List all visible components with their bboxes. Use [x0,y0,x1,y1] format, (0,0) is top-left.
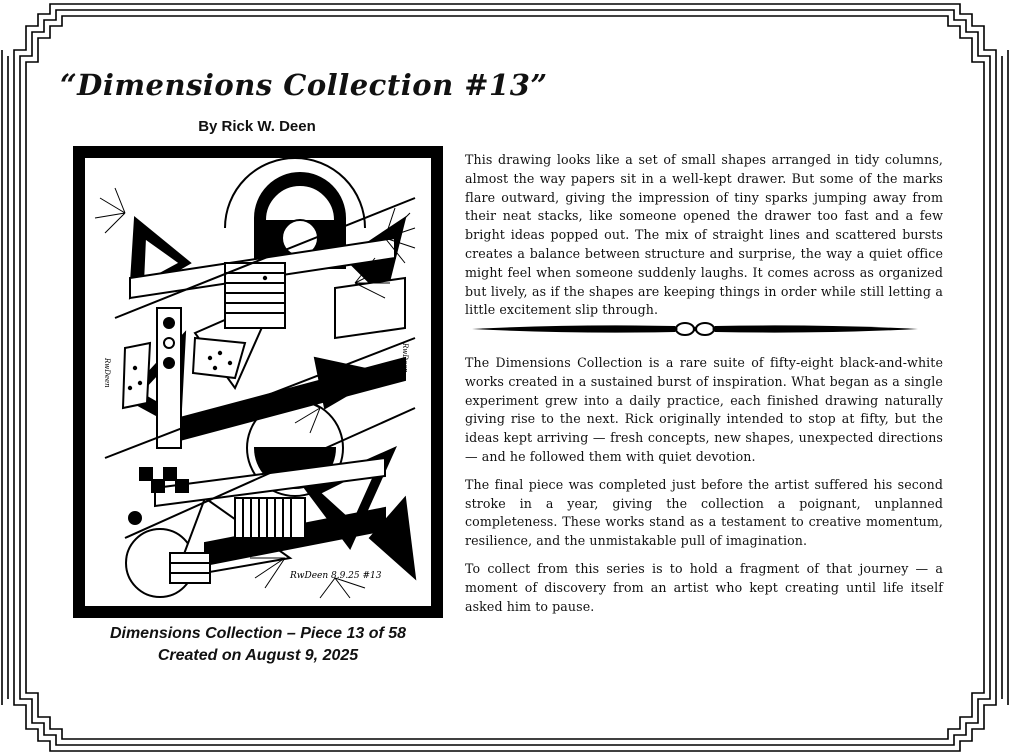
description-section [465,151,943,329]
artwork-side-signature-left: RwDeen [103,358,111,388]
caption-piece-number: Dimensions Collection – Piece 13 of 58 [109,625,407,642]
final-piece-paragraph: The final piece was completed just before the artist suffered his second stroke in a year, giving the collection a poignant, unplanned completeness. These works stand as a testament to creative momentum, resilience, and the unmistakable pull of imagination. [465,476,943,549]
collect-paragraph: To collect from this series is to hold a fragment of that journey — a moment of discovery from an artist who kept creating until life itself asked him to pause. [465,560,943,614]
abstract-drawing [85,158,431,606]
collection-paragraph: The Dimensions Collection is a rare suite of fifty-eight black-and-white works created in a sustained burst of inspiration. What began as a single experiment grew into a daily practice, each finished drawing naturally giving rise to the next. Rick originally intended to stop at fifty, but the ideas kept arriving — fresh concepts, new shapes, unexpected directions — and he followed them with quiet devotion. [465,355,943,464]
collection-section [465,354,943,625]
caption-date: Created on August 9, 2025 [157,647,359,664]
artwork-caption [73,623,443,667]
artist-byline: By Rick W. Deen [198,118,316,135]
ornamental-divider [470,318,920,340]
description-paragraph: This drawing looks like a set of small shapes arranged in tidy columns, almost the way papers sit in a well-kept drawer. But some of the marks flare outward, giving the impression of tiny sparks jumping away from their neat stacks, like someone opened the drawer too fast and a few bright ideas popped out. The mix of straight lines and scattered bursts creates a balance between structure and surprise, the way a quiet office might feel when someone suddenly laughs. It comes across as organized but lively, as if the shapes are keeping things in order while still letting a little excitement slip through. [465,152,943,318]
artwork-side-signature-right: RwDeen [401,343,409,373]
artwork-frame [73,146,443,618]
artwork-title: “Dimensions Collection #13” [60,68,548,102]
artwork-signature: RwDeen 8.9.25 #13 [290,571,382,581]
artwork-image [85,158,431,606]
